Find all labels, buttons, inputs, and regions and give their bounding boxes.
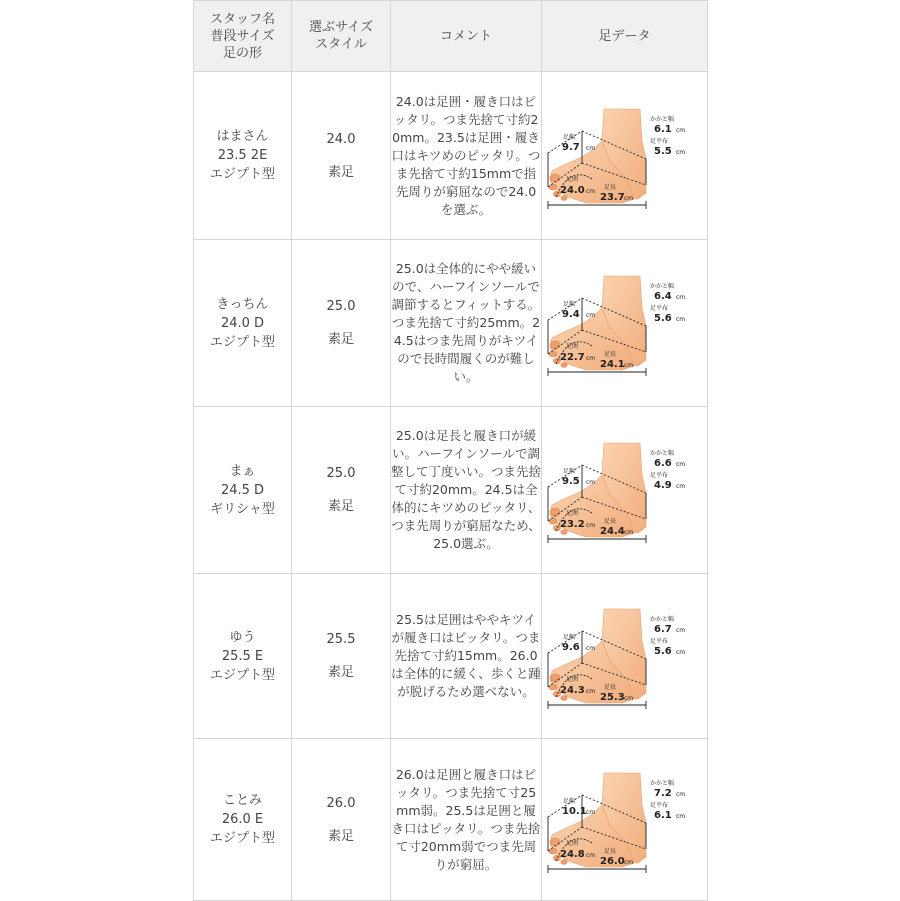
ball-width-unit: cm: [586, 808, 596, 816]
foot-diagram: [542, 101, 708, 211]
flat-width-label: 足平布: [650, 801, 669, 809]
staff-name: はまさん: [216, 129, 269, 144]
flat-width-unit: cm: [676, 148, 686, 156]
table-header-row: [194, 1, 708, 72]
ball-width-unit: cm: [586, 479, 596, 486]
flat-width-value: 5.5: [654, 145, 672, 157]
toe-shape-4: [561, 859, 567, 864]
girth-label: 足囲: [566, 175, 579, 183]
flat-width-unit: cm: [676, 483, 686, 490]
girth-unit: cm: [586, 355, 596, 362]
girth-label: 足囲: [566, 510, 579, 517]
wear-style: 素足: [327, 665, 354, 680]
usual-size: 23.5 2E: [217, 148, 268, 163]
foot-data-cell: [542, 240, 708, 407]
ball-width-value: 9.6: [562, 642, 580, 653]
flat-width-unit: cm: [676, 649, 686, 656]
foot-shape: エジプト型: [209, 334, 275, 350]
chosen-size: 26.0: [326, 795, 356, 811]
staff-name: まぁ: [229, 463, 256, 479]
header-chosen-size: 選ぶサイズ: [309, 20, 373, 35]
big-toe-shape: [550, 341, 560, 349]
foot-data-cell: [542, 739, 708, 901]
size-cell: [292, 739, 391, 901]
size-cell: [292, 574, 391, 739]
wear-style: 素足: [327, 828, 354, 844]
heel-width-label: かかと幅: [650, 283, 675, 290]
header-usual-size: 普段サイズ: [210, 28, 275, 44]
usual-size: 26.0 E: [221, 812, 264, 827]
flat-width-label: 足平布: [650, 472, 669, 479]
length-label: 足長: [604, 847, 617, 855]
staff-cell: [194, 72, 292, 240]
wear-style: 素足: [327, 499, 354, 514]
ball-width-value: 9.4: [562, 309, 580, 320]
length-label: 足長: [604, 684, 617, 691]
foot-data-cell: [542, 72, 708, 240]
toe-shape-2: [549, 684, 557, 690]
usual-size: 25.5 E: [221, 648, 264, 664]
toe-shape-4: [561, 195, 567, 200]
girth-value: 22.7: [560, 352, 585, 363]
girth-value: 24.0: [560, 184, 585, 196]
header-comment: コメント: [391, 1, 542, 72]
length-unit: cm: [624, 858, 634, 866]
heel-width-value: 6.6: [654, 458, 672, 469]
length-unit: cm: [624, 529, 634, 536]
table-row: [194, 739, 708, 901]
foot-diagram: [542, 601, 708, 711]
flat-width-value: 4.9: [654, 480, 672, 491]
flat-width-label: 足平布: [650, 638, 669, 645]
ball-width-unit: cm: [586, 312, 596, 319]
chosen-size: 25.5: [326, 632, 356, 647]
girth-label: 足囲: [566, 343, 579, 350]
heel-width-label: かかと幅: [650, 115, 675, 123]
chosen-size: 24.0: [326, 131, 356, 147]
wear-style: 素足: [327, 164, 354, 180]
size-cell: [292, 407, 391, 574]
foot-shape: ギリシャ型: [210, 501, 275, 517]
girth-unit: cm: [586, 851, 596, 859]
big-toe-shape: [550, 174, 560, 182]
length-label: 足長: [604, 518, 617, 525]
girth-label: 足囲: [566, 839, 579, 847]
staff-cell: [194, 739, 292, 901]
flat-width-value: 5.6: [654, 313, 672, 324]
ball-width-label: 足幅: [563, 634, 576, 641]
staff-name: ゆう: [229, 629, 256, 645]
table-row: [194, 407, 708, 574]
length-value: 24.1: [600, 359, 625, 370]
header-size: [292, 1, 391, 72]
header-foot-data: 足データ: [542, 1, 708, 72]
foot-data-cell: [542, 574, 708, 739]
ball-width-value: 10.1: [562, 805, 587, 817]
ball-width-label: 足幅: [563, 133, 576, 141]
big-toe-shape: [550, 838, 560, 846]
foot-diagram: [542, 765, 708, 875]
length-label: 足長: [604, 351, 617, 358]
toe-shape-4: [561, 696, 567, 701]
girth-value: 23.2: [560, 519, 585, 530]
header-staff-name: スタッフ名: [209, 11, 275, 27]
length-value: 24.4: [600, 526, 625, 537]
size-cell: [292, 240, 391, 407]
size-cell: [292, 72, 391, 240]
heel-width-unit: cm: [676, 790, 686, 798]
toe-shape-4: [561, 530, 567, 535]
flat-width-label: 足平布: [650, 305, 669, 312]
heel-width-label: かかと幅: [650, 779, 675, 787]
heel-width-label: かかと幅: [650, 450, 675, 457]
staff-cell: [194, 574, 292, 739]
heel-width-value: 6.1: [654, 123, 672, 135]
heel-width-value: 7.2: [654, 787, 672, 799]
flat-width-label: 足平布: [650, 137, 669, 145]
toe-shape-4: [561, 363, 567, 368]
flat-width-unit: cm: [676, 812, 686, 820]
staff-cell: [194, 240, 292, 407]
girth-value: 24.3: [560, 685, 585, 696]
foot-shape: エジプト型: [209, 831, 275, 846]
staff-cell: [194, 407, 292, 574]
ball-width-value: 9.7: [562, 141, 580, 153]
ball-width-unit: cm: [586, 144, 596, 152]
flat-width-value: 5.6: [654, 646, 672, 657]
big-toe-shape: [550, 508, 560, 516]
header-staff: [194, 1, 292, 72]
staff-name: きっちん: [216, 296, 269, 312]
comment-cell: 25.0は足長と履き口が緩い。ハーフインソールで調整して丁度いい。つま先捨て寸約20mm。24.5は全体的にキツめのピッタリ、つま先周りが窮屈なため、25.0選ぶ。: [391, 407, 542, 574]
heel-width-unit: cm: [676, 461, 686, 468]
ball-width-label: 足幅: [563, 301, 576, 308]
chosen-size: 25.0: [326, 299, 356, 314]
usual-size: 24.0 D: [220, 315, 265, 331]
length-label: 足長: [604, 183, 617, 191]
girth-unit: cm: [586, 522, 596, 529]
ball-width-label: 足幅: [563, 797, 576, 805]
table-row: [194, 72, 708, 240]
ball-width-value: 9.5: [562, 476, 580, 487]
staff-name: ことみ: [222, 793, 262, 808]
big-toe-shape: [550, 674, 560, 682]
foot-data-cell: [542, 407, 708, 574]
heel-width-label: かかと幅: [650, 616, 675, 623]
toe-shape-2: [549, 184, 557, 190]
comment-cell: 26.0は足囲と履き口はピッタリ。つま先捨て寸25mm弱。25.5は足囲と履き口はピッタリ。つま先捨て寸20mm弱でつま先周りが窮屈。: [391, 739, 542, 901]
heel-width-unit: cm: [676, 294, 686, 301]
ball-width-label: 足幅: [563, 468, 576, 475]
chosen-size: 25.0: [326, 466, 356, 481]
length-unit: cm: [624, 194, 634, 202]
length-unit: cm: [624, 695, 634, 702]
header-style: スタイル: [315, 37, 367, 52]
toe-shape-2: [549, 848, 557, 854]
heel-width-unit: cm: [676, 126, 686, 134]
length-value: 26.0: [600, 855, 625, 867]
wear-style: 素足: [327, 332, 354, 347]
length-value: 25.3: [600, 692, 625, 703]
header-foot-shape: 足の形: [222, 45, 262, 61]
comment-cell: 25.5は足囲はややキツイが履き口はピッタリ。つま先捨て寸約15mm。26.0は全体的に緩く、歩くと踵が脱げるため選べない。: [391, 574, 542, 739]
toe-shape-2: [549, 351, 557, 357]
heel-width-value: 6.4: [654, 291, 672, 302]
flat-width-unit: cm: [676, 316, 686, 323]
usual-size: 24.5 D: [220, 482, 265, 498]
flat-width-value: 6.1: [654, 809, 672, 821]
toe-shape-2: [549, 518, 557, 524]
heel-width-unit: cm: [676, 627, 686, 634]
length-value: 23.7: [600, 191, 625, 203]
table-row: [194, 240, 708, 407]
comment-cell: 25.0は全体的にやや緩いので、ハーフインソールで調節するとフィットする。つま先捨て寸約25mm。24.5はつま先周りがキツイので長時間履くのが難しい。: [391, 240, 542, 407]
heel-width-value: 6.7: [654, 624, 672, 635]
girth-unit: cm: [586, 688, 596, 695]
foot-diagram: [542, 435, 708, 545]
size-comparison-table: [193, 0, 708, 901]
comment-cell: 24.0は足囲・履き口はピッタリ。つま先捨て寸約20mm。23.5は足囲・履き口はキツめのピッタリ。つま先捨て寸約15mmで指先周りが窮屈なので24.0を選ぶ。: [391, 72, 542, 240]
foot-diagram: [542, 268, 708, 378]
girth-label: 足囲: [566, 676, 579, 683]
foot-shape: エジプト型: [209, 167, 275, 182]
girth-unit: cm: [586, 187, 596, 195]
ball-width-unit: cm: [586, 645, 596, 652]
table-row: [194, 574, 708, 739]
length-unit: cm: [624, 362, 634, 369]
girth-value: 24.8: [560, 848, 585, 860]
foot-shape: エジプト型: [209, 667, 275, 683]
